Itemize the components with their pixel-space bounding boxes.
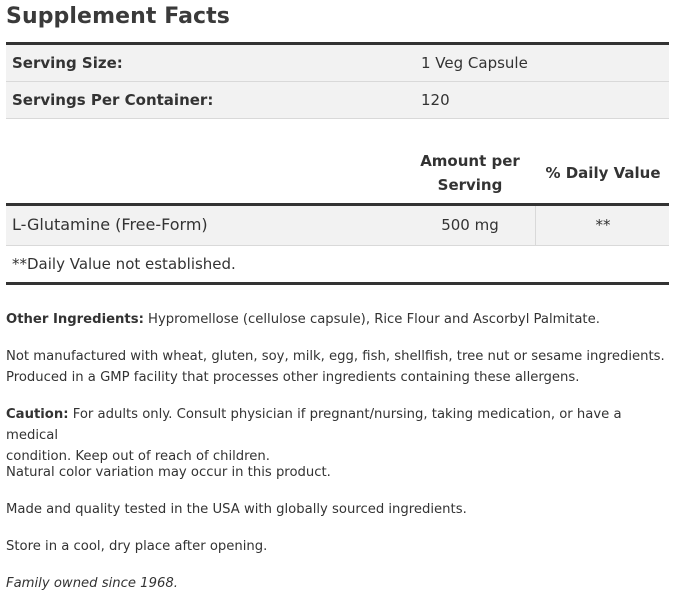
allergen-line-1: Not manufactured with wheat, gluten, soy, milk, egg, fish, shellfish, tree nut or sesame ingredients. xyxy=(6,349,665,364)
amount-header-line1: Amount per xyxy=(420,152,520,170)
daily-value-header: % Daily Value xyxy=(545,164,661,182)
row-divider xyxy=(6,245,669,246)
supplement-facts-title: Supplement Facts xyxy=(6,4,230,29)
caution-text-line-2: condition. Keep out of reach of children. xyxy=(6,449,270,464)
column-divider xyxy=(535,206,536,245)
amount-header-line2: Serving xyxy=(437,176,503,194)
allergen-statement xyxy=(6,346,666,388)
caution-label: Caution: xyxy=(6,407,69,422)
other-ingredients xyxy=(6,309,666,330)
servings-per-container-value: 120 xyxy=(421,91,450,109)
servings-per-container-row xyxy=(6,82,669,118)
caution-statement xyxy=(6,404,666,467)
amount-per-serving-header xyxy=(410,149,530,197)
serving-size-row xyxy=(6,45,669,81)
other-ingredients-label: Other Ingredients: xyxy=(6,312,144,327)
nutrient-amount: 500 mg xyxy=(441,216,499,234)
serving-size-label: Serving Size: xyxy=(12,54,123,72)
color-variation-note: Natural color variation may occur in this product. xyxy=(6,465,331,480)
nutrient-daily-value: ** xyxy=(595,216,611,234)
row-divider xyxy=(6,118,669,119)
daily-value-footnote: **Daily Value not established. xyxy=(12,255,236,273)
storage-note: Store in a cool, dry place after opening. xyxy=(6,539,268,554)
caution-text-line-1: For adults only. Consult physician if pregnant/nursing, taking medication, or have a medical xyxy=(6,407,622,443)
allergen-line-2: Produced in a GMP facility that processes other ingredients containing these allergens. xyxy=(6,370,580,385)
nutrient-name: L-Glutamine (Free-Form) xyxy=(12,215,208,234)
bottom-divider xyxy=(6,282,669,285)
nutrient-row xyxy=(6,206,669,245)
family-owned-note: Family owned since 1968. xyxy=(6,576,178,591)
servings-per-container-label: Servings Per Container: xyxy=(12,91,214,109)
made-in-usa-note: Made and quality tested in the USA with globally sourced ingredients. xyxy=(6,502,467,517)
other-ingredients-text: Hypromellose (cellulose capsule), Rice Flour and Ascorbyl Palmitate. xyxy=(143,312,600,327)
serving-size-value: 1 Veg Capsule xyxy=(421,54,528,72)
